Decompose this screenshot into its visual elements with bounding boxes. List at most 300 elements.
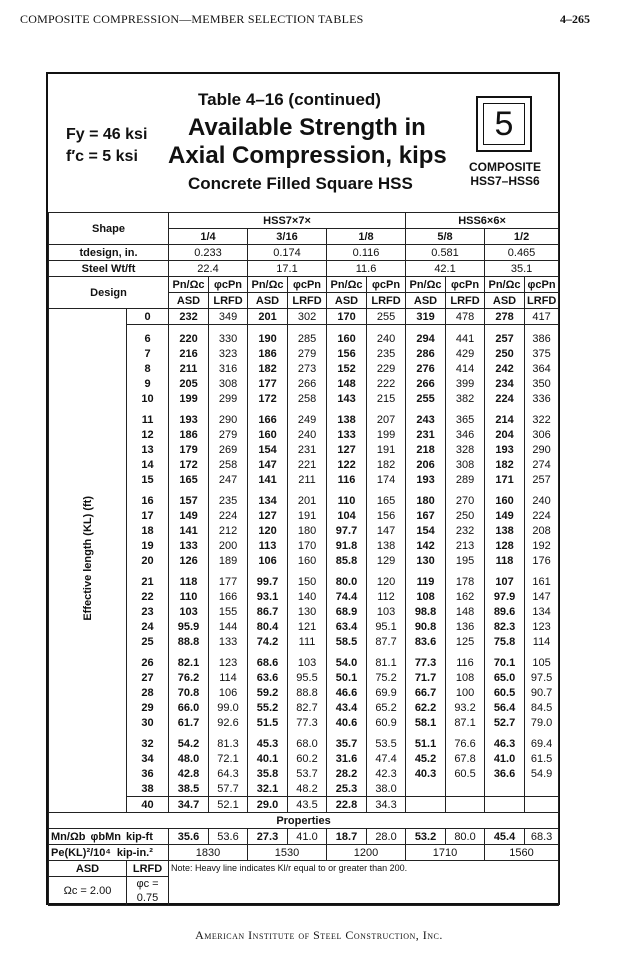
strength-value: 133: [169, 538, 209, 553]
strength-value: 148: [327, 376, 367, 391]
fc-label: f′c = 5 ksi: [66, 148, 138, 165]
strength-value: 59.2: [248, 685, 288, 700]
strength-value: 66.0: [169, 700, 209, 715]
strength-value: 80.4: [248, 619, 288, 634]
strength-value: 99.7: [248, 568, 288, 589]
strength-value: 193: [169, 406, 209, 427]
strength-value: 240: [288, 427, 327, 442]
strength-value: 28.2: [327, 766, 367, 781]
mn-lrfd-label: φbMn: [90, 830, 121, 843]
strength-value: 213: [446, 538, 485, 553]
strength-value: 82.7: [288, 700, 327, 715]
strength-value: 118: [169, 568, 209, 589]
strength-value: 129: [367, 553, 406, 568]
strength-value: 231: [288, 442, 327, 457]
pe-label: [49, 845, 169, 861]
strength-value: 150: [288, 568, 327, 589]
strength-value: 201: [288, 487, 327, 508]
strength-value: 95.5: [288, 670, 327, 685]
strength-value: 234: [485, 376, 525, 391]
strength-value: 274: [525, 457, 559, 472]
size-cell: 1/8: [327, 229, 406, 245]
strength-value: 38.5: [169, 781, 209, 797]
kl-value: 36: [127, 766, 169, 781]
tdesign-cell: 0.581: [406, 245, 485, 261]
strength-value: 54.0: [327, 649, 367, 670]
strength-value: 88.8: [288, 685, 327, 700]
properties-header-row: [49, 813, 559, 829]
mn-value: 41.0: [288, 829, 327, 845]
strength-value: 38.0: [367, 781, 406, 797]
strength-value: 306: [525, 427, 559, 442]
strength-value: 138: [367, 538, 406, 553]
tdesign-cell: 0.116: [327, 245, 406, 261]
steel-wt-cell: 22.4: [169, 261, 248, 277]
asd-header: ASD: [327, 293, 367, 309]
strength-value: 220: [169, 325, 209, 347]
fy-label: Fy = 46 ksi: [66, 126, 148, 143]
strength-value: 82.3: [485, 619, 525, 634]
strength-value: 43.5: [288, 797, 327, 813]
strength-value: 167: [406, 508, 446, 523]
strength-table: [48, 212, 559, 906]
strength-value: [485, 781, 525, 797]
strength-value: 130: [288, 604, 327, 619]
strength-value: 224: [485, 391, 525, 406]
strength-value: 170: [288, 538, 327, 553]
strength-value: 83.6: [406, 634, 446, 649]
steel-wt-cell: 11.6: [327, 261, 406, 277]
pe-value: 1830: [169, 845, 248, 861]
strength-value: 22.8: [327, 797, 367, 813]
strength-value: 242: [485, 361, 525, 376]
pe-label-text: Pe(KL)²/10⁴: [51, 846, 111, 859]
size-cell: 3/16: [248, 229, 327, 245]
strength-value: 53.7: [288, 766, 327, 781]
strength-value: 62.2: [406, 700, 446, 715]
strength-value: 81.1: [367, 649, 406, 670]
strength-value: 201: [248, 309, 288, 325]
strength-value: 156: [367, 508, 406, 523]
strength-value: 77.3: [288, 715, 327, 730]
kl-value: 22: [127, 589, 169, 604]
strength-value: 97.5: [525, 670, 559, 685]
material-properties: [66, 124, 147, 168]
strength-value: 346: [446, 427, 485, 442]
size-cell: 1/4: [169, 229, 248, 245]
strength-value: 191: [288, 508, 327, 523]
strength-value: 75.2: [367, 670, 406, 685]
pn-asd-header: Pn/Ωc: [485, 277, 525, 293]
kl-value: 14: [127, 457, 169, 472]
badge-range: HSS7–HSS6: [470, 174, 540, 188]
strength-value: 190: [248, 325, 288, 347]
strength-value: 255: [406, 391, 446, 406]
strength-value: 48.0: [169, 751, 209, 766]
strength-value: 161: [525, 568, 559, 589]
strength-value: 123: [525, 619, 559, 634]
kl-value: 34: [127, 751, 169, 766]
strength-value: 257: [485, 325, 525, 347]
strength-value: 47.4: [367, 751, 406, 766]
strength-value: 93.2: [446, 700, 485, 715]
table-subtitle: Concrete Filled Square HSS: [188, 174, 413, 193]
strength-value: 162: [446, 589, 485, 604]
strength-value: 85.8: [327, 553, 367, 568]
strength-value: 65.2: [367, 700, 406, 715]
strength-value: 276: [406, 361, 446, 376]
strength-value: 55.2: [248, 700, 288, 715]
phi-c-factor: φc = 0.75: [127, 877, 169, 906]
strength-value: 222: [367, 376, 406, 391]
pn-lrfd-header: φcPn: [446, 277, 485, 293]
strength-value: 60.2: [288, 751, 327, 766]
pe-unit-label: kip-in.²: [116, 846, 153, 859]
kl-value: 12: [127, 427, 169, 442]
kl-value: 40: [127, 797, 169, 813]
strength-value: 154: [248, 442, 288, 457]
strength-value: 286: [406, 346, 446, 361]
strength-value: 111: [288, 634, 327, 649]
strength-value: [485, 797, 525, 813]
design-row: [49, 277, 559, 293]
strength-value: 199: [367, 427, 406, 442]
strength-value: 279: [209, 427, 248, 442]
strength-value: 231: [406, 427, 446, 442]
strength-value: 61.7: [169, 715, 209, 730]
steel-wt-label: Steel Wt/ft: [49, 261, 169, 277]
strength-value: 116: [446, 649, 485, 670]
strength-value: 147: [248, 457, 288, 472]
strength-value: 147: [367, 523, 406, 538]
strength-value: 441: [446, 325, 485, 347]
strength-value: 156: [327, 346, 367, 361]
strength-value: 386: [525, 325, 559, 347]
strength-value: 229: [367, 361, 406, 376]
strength-value: 76.6: [446, 730, 485, 751]
strength-value: 235: [209, 487, 248, 508]
kl-value: 6: [127, 325, 169, 347]
strength-value: 66.7: [406, 685, 446, 700]
strength-value: [446, 781, 485, 797]
page-number: 4–265: [560, 12, 590, 26]
strength-value: 114: [525, 634, 559, 649]
strength-value: [406, 797, 446, 813]
strength-value: 243: [406, 406, 446, 427]
kl-value: 25: [127, 634, 169, 649]
strength-value: 128: [485, 538, 525, 553]
strength-value: 95.1: [367, 619, 406, 634]
strength-value: 121: [288, 619, 327, 634]
title-block: [48, 74, 558, 212]
strength-value: 93.1: [248, 589, 288, 604]
mn-value: 45.4: [485, 829, 525, 845]
strength-value: 112: [367, 589, 406, 604]
strength-value: 322: [525, 406, 559, 427]
strength-value: 255: [367, 309, 406, 325]
strength-value: 176: [525, 553, 559, 568]
strength-value: 108: [406, 589, 446, 604]
strength-value: 247: [209, 472, 248, 487]
strength-value: 258: [288, 391, 327, 406]
strength-value: 157: [169, 487, 209, 508]
strength-value: 308: [209, 376, 248, 391]
pe-value: 1530: [248, 845, 327, 861]
strength-value: 141: [248, 472, 288, 487]
strength-value: 58.5: [327, 634, 367, 649]
strength-value: 189: [209, 553, 248, 568]
strength-value: [406, 781, 446, 797]
strength-value: 299: [209, 391, 248, 406]
kl-value: 16: [127, 487, 169, 508]
strength-value: 182: [485, 457, 525, 472]
strength-value: 68.0: [288, 730, 327, 751]
steel-wt-row: [49, 261, 559, 277]
strength-value: 269: [209, 442, 248, 457]
strength-value: 365: [446, 406, 485, 427]
badge-category: COMPOSITE: [468, 160, 541, 174]
effective-length-axis-label: [49, 309, 127, 813]
strength-value: 171: [485, 472, 525, 487]
strength-value: 43.4: [327, 700, 367, 715]
strength-value: [525, 797, 559, 813]
strength-value: 232: [169, 309, 209, 325]
strength-value: 174: [367, 472, 406, 487]
strength-value: 70.8: [169, 685, 209, 700]
mn-row: [49, 829, 559, 845]
strength-value: 154: [406, 523, 446, 538]
strength-value: 141: [169, 523, 209, 538]
strength-value: [446, 797, 485, 813]
pn-lrfd-header: φcPn: [367, 277, 406, 293]
strength-value: 51.5: [248, 715, 288, 730]
strength-value: 258: [209, 457, 248, 472]
strength-value: 204: [485, 427, 525, 442]
strength-value: [525, 781, 559, 797]
strength-value: 92.6: [209, 715, 248, 730]
strength-value: 160: [327, 325, 367, 347]
strength-value: 211: [288, 472, 327, 487]
kl-value: 29: [127, 700, 169, 715]
asd-header: ASD: [248, 293, 288, 309]
mn-asd-label: Mn/Ωb: [51, 830, 86, 843]
effective-length-label-text: Effective length (KL) (ft): [81, 496, 94, 621]
strength-value: 86.7: [248, 604, 288, 619]
strength-value: 103: [169, 604, 209, 619]
strength-value: 216: [169, 346, 209, 361]
strength-value: 72.1: [209, 751, 248, 766]
strength-value: 266: [288, 376, 327, 391]
strength-value: 84.5: [525, 700, 559, 715]
strength-value: 54.9: [525, 766, 559, 781]
mn-value: 68.3: [525, 829, 559, 845]
strength-value: 105: [525, 649, 559, 670]
strength-value: 107: [485, 568, 525, 589]
strength-value: 177: [248, 376, 288, 391]
pn-asd-header: Pn/Ωc: [406, 277, 446, 293]
strength-value: 51.1: [406, 730, 446, 751]
omega-c-factor: Ωc = 2.00: [49, 877, 127, 906]
strength-value: 69.4: [525, 730, 559, 751]
strength-value: 240: [525, 487, 559, 508]
strength-value: 142: [406, 538, 446, 553]
strength-value: 138: [327, 406, 367, 427]
kl-value: 13: [127, 442, 169, 457]
strength-value: 61.5: [525, 751, 559, 766]
strength-value: 152: [327, 361, 367, 376]
strength-value: 87.1: [446, 715, 485, 730]
strength-value: 429: [446, 346, 485, 361]
shape-name-hss6: HSS6×6×: [406, 213, 559, 229]
table-number: Table 4–16 (continued): [198, 90, 381, 109]
lrfd-header: LRFD: [525, 293, 559, 309]
tdesign-cell: 0.465: [485, 245, 559, 261]
kl-value: 17: [127, 508, 169, 523]
strength-value: 180: [288, 523, 327, 538]
strength-value: 170: [327, 309, 367, 325]
kl-value: 26: [127, 649, 169, 670]
pe-row: [49, 845, 559, 861]
section-badge-number: 5: [483, 103, 525, 145]
shape-label: Shape: [49, 213, 169, 245]
strength-value: 97.7: [327, 523, 367, 538]
strength-value: 323: [209, 346, 248, 361]
strength-value: 214: [485, 406, 525, 427]
strength-value: 133: [209, 634, 248, 649]
strength-value: 99.0: [209, 700, 248, 715]
strength-value: 50.1: [327, 670, 367, 685]
strength-value: 40.6: [327, 715, 367, 730]
strength-value: 200: [209, 538, 248, 553]
strength-value: 147: [525, 589, 559, 604]
strength-value: 63.6: [248, 670, 288, 685]
strength-value: 125: [446, 634, 485, 649]
strength-value: 212: [209, 523, 248, 538]
strength-value: 45.3: [248, 730, 288, 751]
mn-value: 53.2: [406, 829, 446, 845]
pe-value: 1560: [485, 845, 559, 861]
strength-value: 74.4: [327, 589, 367, 604]
method-note-row: [49, 861, 559, 877]
strength-value: 179: [169, 442, 209, 457]
strength-value: 350: [525, 376, 559, 391]
strength-value: 257: [525, 472, 559, 487]
strength-value: 192: [525, 538, 559, 553]
strength-value: 75.8: [485, 634, 525, 649]
strength-value: 221: [288, 457, 327, 472]
strength-value: 34.7: [169, 797, 209, 813]
strength-value: 149: [169, 508, 209, 523]
strength-value: 289: [446, 472, 485, 487]
kl-value: 23: [127, 604, 169, 619]
strength-value: 91.8: [327, 538, 367, 553]
strength-value: 148: [446, 604, 485, 619]
properties-label: Properties: [49, 813, 559, 829]
kl-value: 28: [127, 685, 169, 700]
strength-value: 165: [169, 472, 209, 487]
strength-value: 110: [327, 487, 367, 508]
strength-value: 399: [446, 376, 485, 391]
strength-value: 120: [248, 523, 288, 538]
kl-value: 27: [127, 670, 169, 685]
strength-value: 79.0: [525, 715, 559, 730]
strength-value: 249: [288, 406, 327, 427]
strength-value: 478: [446, 309, 485, 325]
strength-value: 182: [367, 457, 406, 472]
strength-value: 41.0: [485, 751, 525, 766]
strength-value: 166: [248, 406, 288, 427]
design-label: Design: [49, 277, 169, 309]
tdesign-label: tdesign, in.: [49, 245, 169, 261]
kl-value: 20: [127, 553, 169, 568]
strength-value: 250: [446, 508, 485, 523]
page-footer: American Institute of Steel Construction, Inc.: [195, 928, 443, 942]
strength-value: 205: [169, 376, 209, 391]
section-badge: [476, 96, 532, 152]
kl-value: 18: [127, 523, 169, 538]
pn-asd-header: Pn/Ωc: [248, 277, 288, 293]
strength-value: 294: [406, 325, 446, 347]
strength-value: 36.6: [485, 766, 525, 781]
strength-value: 40.1: [248, 751, 288, 766]
strength-value: 144: [209, 619, 248, 634]
strength-value: 82.1: [169, 649, 209, 670]
strength-value: 106: [248, 553, 288, 568]
strength-value: 127: [248, 508, 288, 523]
lrfd-label: LRFD: [127, 861, 169, 877]
strength-value: 123: [209, 649, 248, 670]
strength-value: 319: [406, 309, 446, 325]
strength-value: 127: [327, 442, 367, 457]
strength-value: 52.1: [209, 797, 248, 813]
kl-value: 19: [127, 538, 169, 553]
asd-header: ASD: [485, 293, 525, 309]
strength-value: 68.9: [327, 604, 367, 619]
strength-value: 80.0: [327, 568, 367, 589]
strength-value: 63.4: [327, 619, 367, 634]
strength-value: 193: [406, 472, 446, 487]
strength-value: 103: [367, 604, 406, 619]
strength-value: 182: [248, 361, 288, 376]
strength-value: 140: [288, 589, 327, 604]
strength-value: 172: [169, 457, 209, 472]
strength-value: 193: [485, 442, 525, 457]
pn-lrfd-header: φcPn: [288, 277, 327, 293]
strength-value: 108: [446, 670, 485, 685]
pn-asd-header: Pn/Ωc: [169, 277, 209, 293]
strength-value: 143: [327, 391, 367, 406]
strength-table-body: [49, 213, 559, 906]
strength-value: 349: [209, 309, 248, 325]
pe-value: 1710: [406, 845, 485, 861]
strength-value: 206: [406, 457, 446, 472]
strength-value: 119: [406, 568, 446, 589]
strength-value: 118: [485, 553, 525, 568]
strength-value: 382: [446, 391, 485, 406]
strength-value: 186: [248, 346, 288, 361]
page-header-title: COMPOSITE COMPRESSION—MEMBER SELECTION TABLES: [20, 12, 364, 26]
kl-value: 32: [127, 730, 169, 751]
strength-value: 417: [525, 309, 559, 325]
kl-value: 0: [127, 309, 169, 325]
strength-value: 53.5: [367, 730, 406, 751]
strength-value: 25.3: [327, 781, 367, 797]
strength-value: 266: [406, 376, 446, 391]
strength-value: 273: [288, 361, 327, 376]
strength-value: 87.7: [367, 634, 406, 649]
lrfd-header: LRFD: [209, 293, 248, 309]
strength-value: 69.9: [367, 685, 406, 700]
